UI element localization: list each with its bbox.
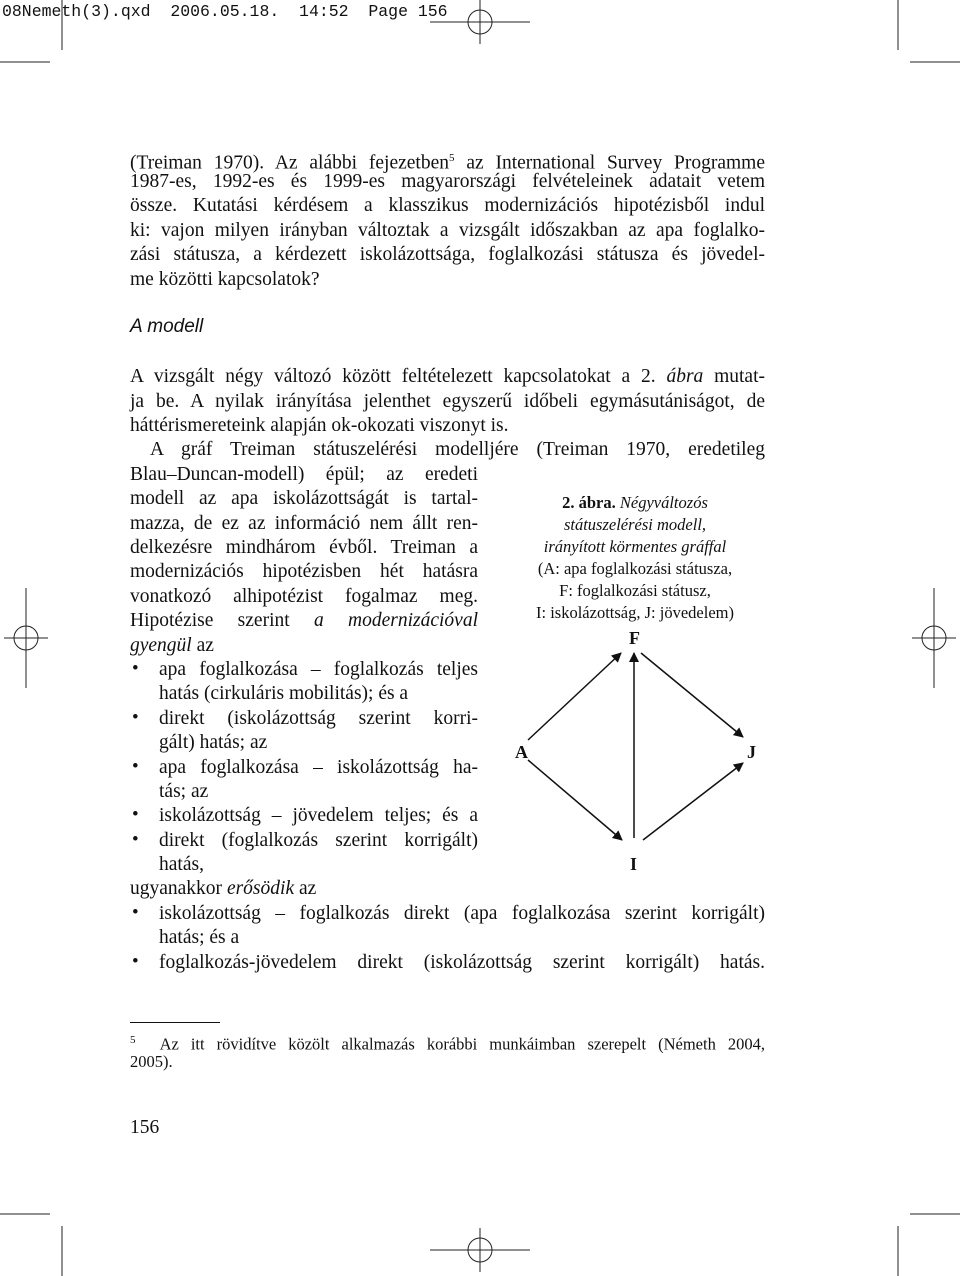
text-line: modell az apa iskolázottságát is tartal- bbox=[130, 488, 478, 509]
edge-i-j bbox=[643, 763, 743, 840]
footnote-line: $^5$ Az itt rövidítve közölt alkalmazás korábbi munkáimban szerepelt (Németh 2004, bbox=[130, 1034, 765, 1054]
footnote-rule bbox=[130, 1022, 220, 1023]
bullet-marker: • bbox=[132, 804, 139, 825]
list-item: iskolázottság – foglalkozás direkt (apa foglalkozása szerint korrigált) bbox=[159, 903, 765, 924]
text-line: delkezésre mindhárom évből. Treiman a bbox=[130, 537, 478, 558]
node-f: F bbox=[629, 628, 640, 648]
list-item: hatás; és a bbox=[159, 927, 240, 948]
list-item: direkt (iskolázottság szerint korri- bbox=[159, 708, 478, 729]
text-line: Hipotézise szerint a modernizációval bbox=[130, 610, 478, 631]
bullet-marker: • bbox=[132, 658, 139, 679]
edge-a-f bbox=[528, 653, 621, 740]
text-line: gyengül az bbox=[130, 635, 214, 656]
text-line: mazza, de ez az információ nem állt ren- bbox=[130, 513, 478, 534]
text-line: háttérismereteink alapján ok-okozati viszonyt is. bbox=[130, 415, 509, 436]
footnote-line: 2005). bbox=[130, 1052, 173, 1071]
text-line: Blau–Duncan-modell) épül; az eredeti bbox=[130, 464, 478, 485]
list-item: hatás, bbox=[159, 854, 204, 875]
node-i: I bbox=[630, 854, 638, 874]
caption-line: I: iskolázottság, J: jövedelem) bbox=[536, 603, 734, 622]
footnote-ref: 5 bbox=[449, 152, 455, 164]
bullet-marker: • bbox=[132, 707, 139, 728]
edge-a-i bbox=[528, 760, 622, 840]
list-item: tás; az bbox=[159, 781, 209, 802]
list-item: direkt (foglalkozás szerint korrigált) bbox=[159, 830, 478, 851]
text-line: ja be. A nyilak irányítása jelenthet egyszerű időbeli egymásutániságot, de bbox=[130, 391, 765, 412]
list-item: apa foglalkozása – iskolázottság ha- bbox=[159, 757, 478, 778]
list-item: foglalkozás-jövedelem direkt (iskolázottság szerint korrigált) hatás. bbox=[159, 952, 765, 973]
list-item: apa foglalkozása – foglalkozás teljes bbox=[159, 659, 478, 680]
node-j: J bbox=[747, 742, 756, 762]
dag-diagram bbox=[500, 620, 780, 890]
text-line: modernizációs hipotézisben hét hatásra bbox=[130, 561, 478, 582]
text-line: ki: vajon milyen irányban változtak a vizsgált időszakban az apa foglalko- bbox=[130, 220, 765, 241]
text-line: zási státusza, a kérdezett iskolázottsága, foglalkozási státusza és jövedel- bbox=[130, 244, 765, 265]
caption-line: irányított körmentes gráffal bbox=[543, 537, 727, 556]
text-line: 1987-es, 1992-es és 1999-es magyarországi felvételeinek adatait vetem bbox=[130, 171, 765, 192]
text-line: me közötti kapcsolatok? bbox=[130, 269, 320, 290]
caption-line: F: foglalkozási státusz, bbox=[559, 581, 711, 600]
bullet-marker: • bbox=[132, 951, 139, 972]
text-line: vonatkozó alhipotézist fogalmaz meg. bbox=[130, 586, 478, 607]
list-item: hatás (cirkuláris mobilitás); és a bbox=[159, 683, 409, 704]
text-line: A vizsgált négy változó között feltételezett kapcsolatokat a 2. ábra mutat- bbox=[130, 366, 765, 387]
edge-f-j bbox=[641, 653, 743, 737]
text-line: (Treiman 1970). Az alábbi fejezetben$^5$ az International Survey Programme bbox=[130, 152, 766, 174]
list-item: iskolázottság – jövedelem teljes; és a bbox=[159, 805, 478, 826]
bullet-marker: • bbox=[132, 902, 139, 923]
caption-line: (A: apa foglalkozási státusza, bbox=[537, 559, 733, 578]
section-heading: A modell bbox=[130, 316, 204, 337]
text-line: A gráf Treiman státuszelérési modelljére (Treiman 1970, eredetileg bbox=[150, 439, 765, 460]
caption-line: 2. ábra. Négyváltozós bbox=[562, 493, 708, 512]
file-slug: 08Nemeth(3).qxd 2006.05.18. 14:52 Page 156 bbox=[2, 2, 448, 21]
list-item: gált) hatás; az bbox=[159, 732, 268, 753]
node-a: A bbox=[515, 742, 528, 762]
text-line: össze. Kutatási kérdésem a klasszikus modernizációs hipotézisből indul bbox=[130, 195, 765, 216]
caption-line: státuszelérési modell, bbox=[563, 515, 707, 534]
text-line-strengthen: ugyanakkor erősödik az bbox=[130, 878, 317, 899]
bullet-marker: • bbox=[132, 829, 139, 850]
page-number: 156 bbox=[130, 1117, 160, 1138]
bullet-marker: • bbox=[132, 756, 139, 777]
